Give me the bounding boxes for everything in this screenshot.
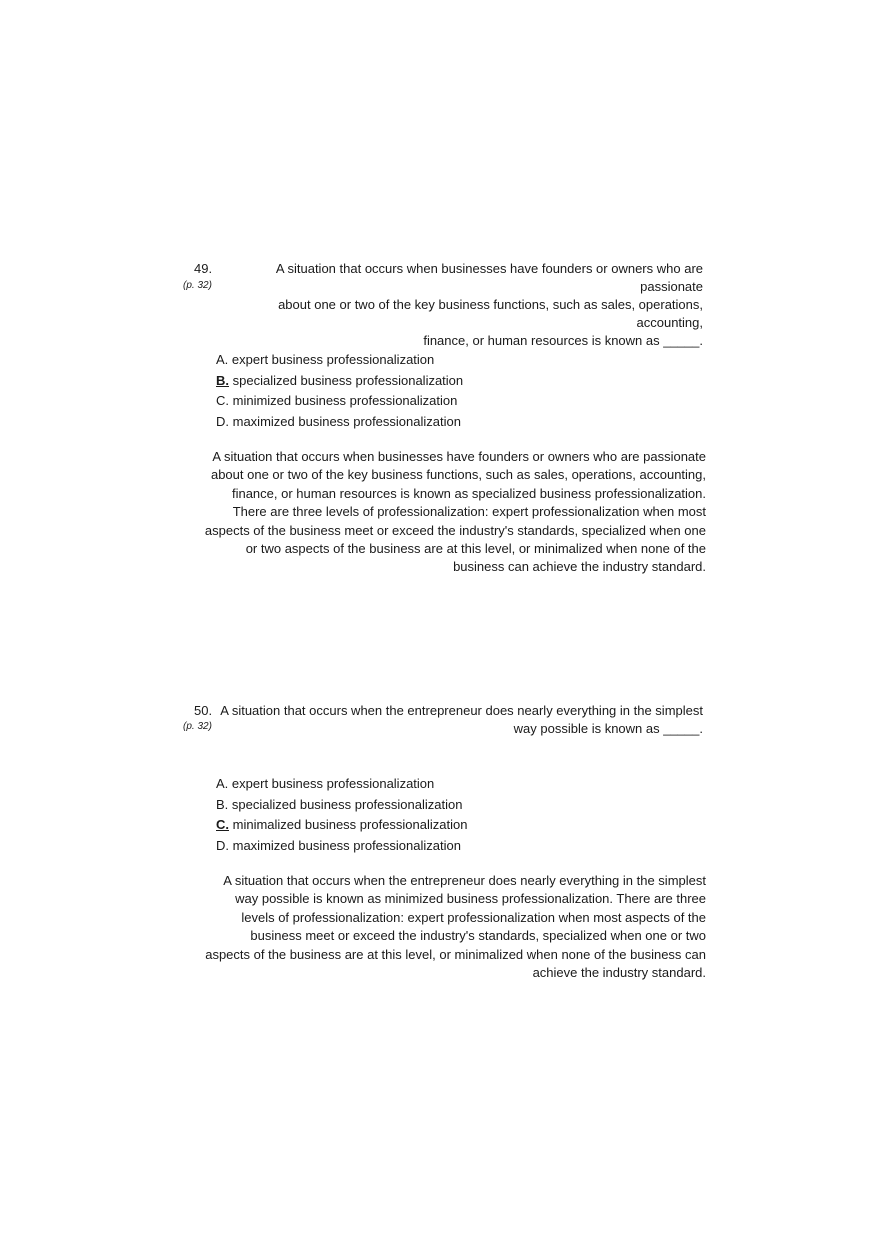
question-number: 49. (194, 261, 213, 276)
option-letter: A. (216, 352, 229, 367)
explanation-line: A situation that occurs when businesses have founders or owners who are passionate (212, 449, 706, 464)
explanation-line: There are three levels of professionalization: expert professionalization when most (232, 504, 706, 520)
option-letter: D. (216, 413, 229, 429)
option-text: minimized business professionalization (232, 393, 458, 408)
option-d (216, 836, 467, 857)
explanation-line: business can achieve the industry standard. (453, 559, 706, 575)
option-text: maximized business professionalization (232, 837, 461, 853)
answer-options (216, 350, 463, 432)
option-a (216, 774, 467, 795)
explanation-line: about one or two of the key business functions, such as sales, operations, accounting, (210, 467, 706, 483)
explanation-line: aspects of the business meet or exceed the industry's standards, specialized when one (204, 522, 706, 538)
explanation-line: business meet or exceed the industry's standards, specialized when one or two (250, 928, 706, 944)
question-stem (210, 260, 703, 350)
option-letter: C. (216, 393, 229, 408)
stem-line: A situation that occurs when businesses have founders or owners who are passionate (275, 261, 703, 294)
stem-line: way possible is known as _____. (513, 721, 703, 736)
option-a (216, 350, 463, 371)
option-text: specialized business professionalization (232, 372, 464, 388)
option-letter: D. (216, 837, 229, 853)
option-text: specialized business professionalization (231, 796, 463, 812)
option-c (216, 815, 467, 836)
stem-line: finance, or human resources is known as _____. (423, 333, 703, 348)
option-b (216, 371, 463, 392)
explanation-line: way possible is known as minimized business professionalization. There are three (235, 891, 706, 907)
page-reference: (p. 32) (183, 721, 212, 732)
answer-options (216, 774, 467, 856)
explanation-line: or two aspects of the business are at this level, or minimalized when none of the (245, 541, 706, 557)
option-letter: A. (216, 776, 229, 791)
explanation-line: aspects of the business are at this level, or minimalized when none of the business can (205, 946, 706, 962)
correct-option-letter: C. (216, 817, 229, 832)
option-text: minimalized business professionalization (232, 817, 468, 832)
stem-line: A situation that occurs when the entrepreneur does nearly everything in the simplest (220, 703, 703, 718)
answer-explanation (204, 872, 706, 982)
stem-line: about one or two of the key business functions, such as sales, operations, accounting, (278, 297, 703, 330)
question-number: 50. (194, 703, 213, 718)
answer-explanation (204, 448, 706, 577)
explanation-line: achieve the industry standard. (532, 965, 706, 981)
explanation-line: levels of professionalization: expert professionalization when most aspects of the (241, 909, 706, 925)
option-c (216, 391, 463, 412)
option-text: maximized business professionalization (232, 413, 461, 429)
explanation-line: finance, or human resources is known as specialized business professionalization. (231, 485, 706, 501)
correct-option-letter: B. (216, 372, 229, 388)
option-b (216, 795, 467, 816)
option-text: expert business professionalization (231, 776, 435, 791)
option-letter: B. (216, 796, 229, 812)
option-d (216, 412, 463, 433)
question-stem (210, 702, 703, 738)
option-text: expert business professionalization (231, 352, 435, 367)
page-reference: (p. 32) (183, 280, 212, 291)
explanation-line: A situation that occurs when the entrepreneur does nearly everything in the simplest (223, 873, 706, 888)
